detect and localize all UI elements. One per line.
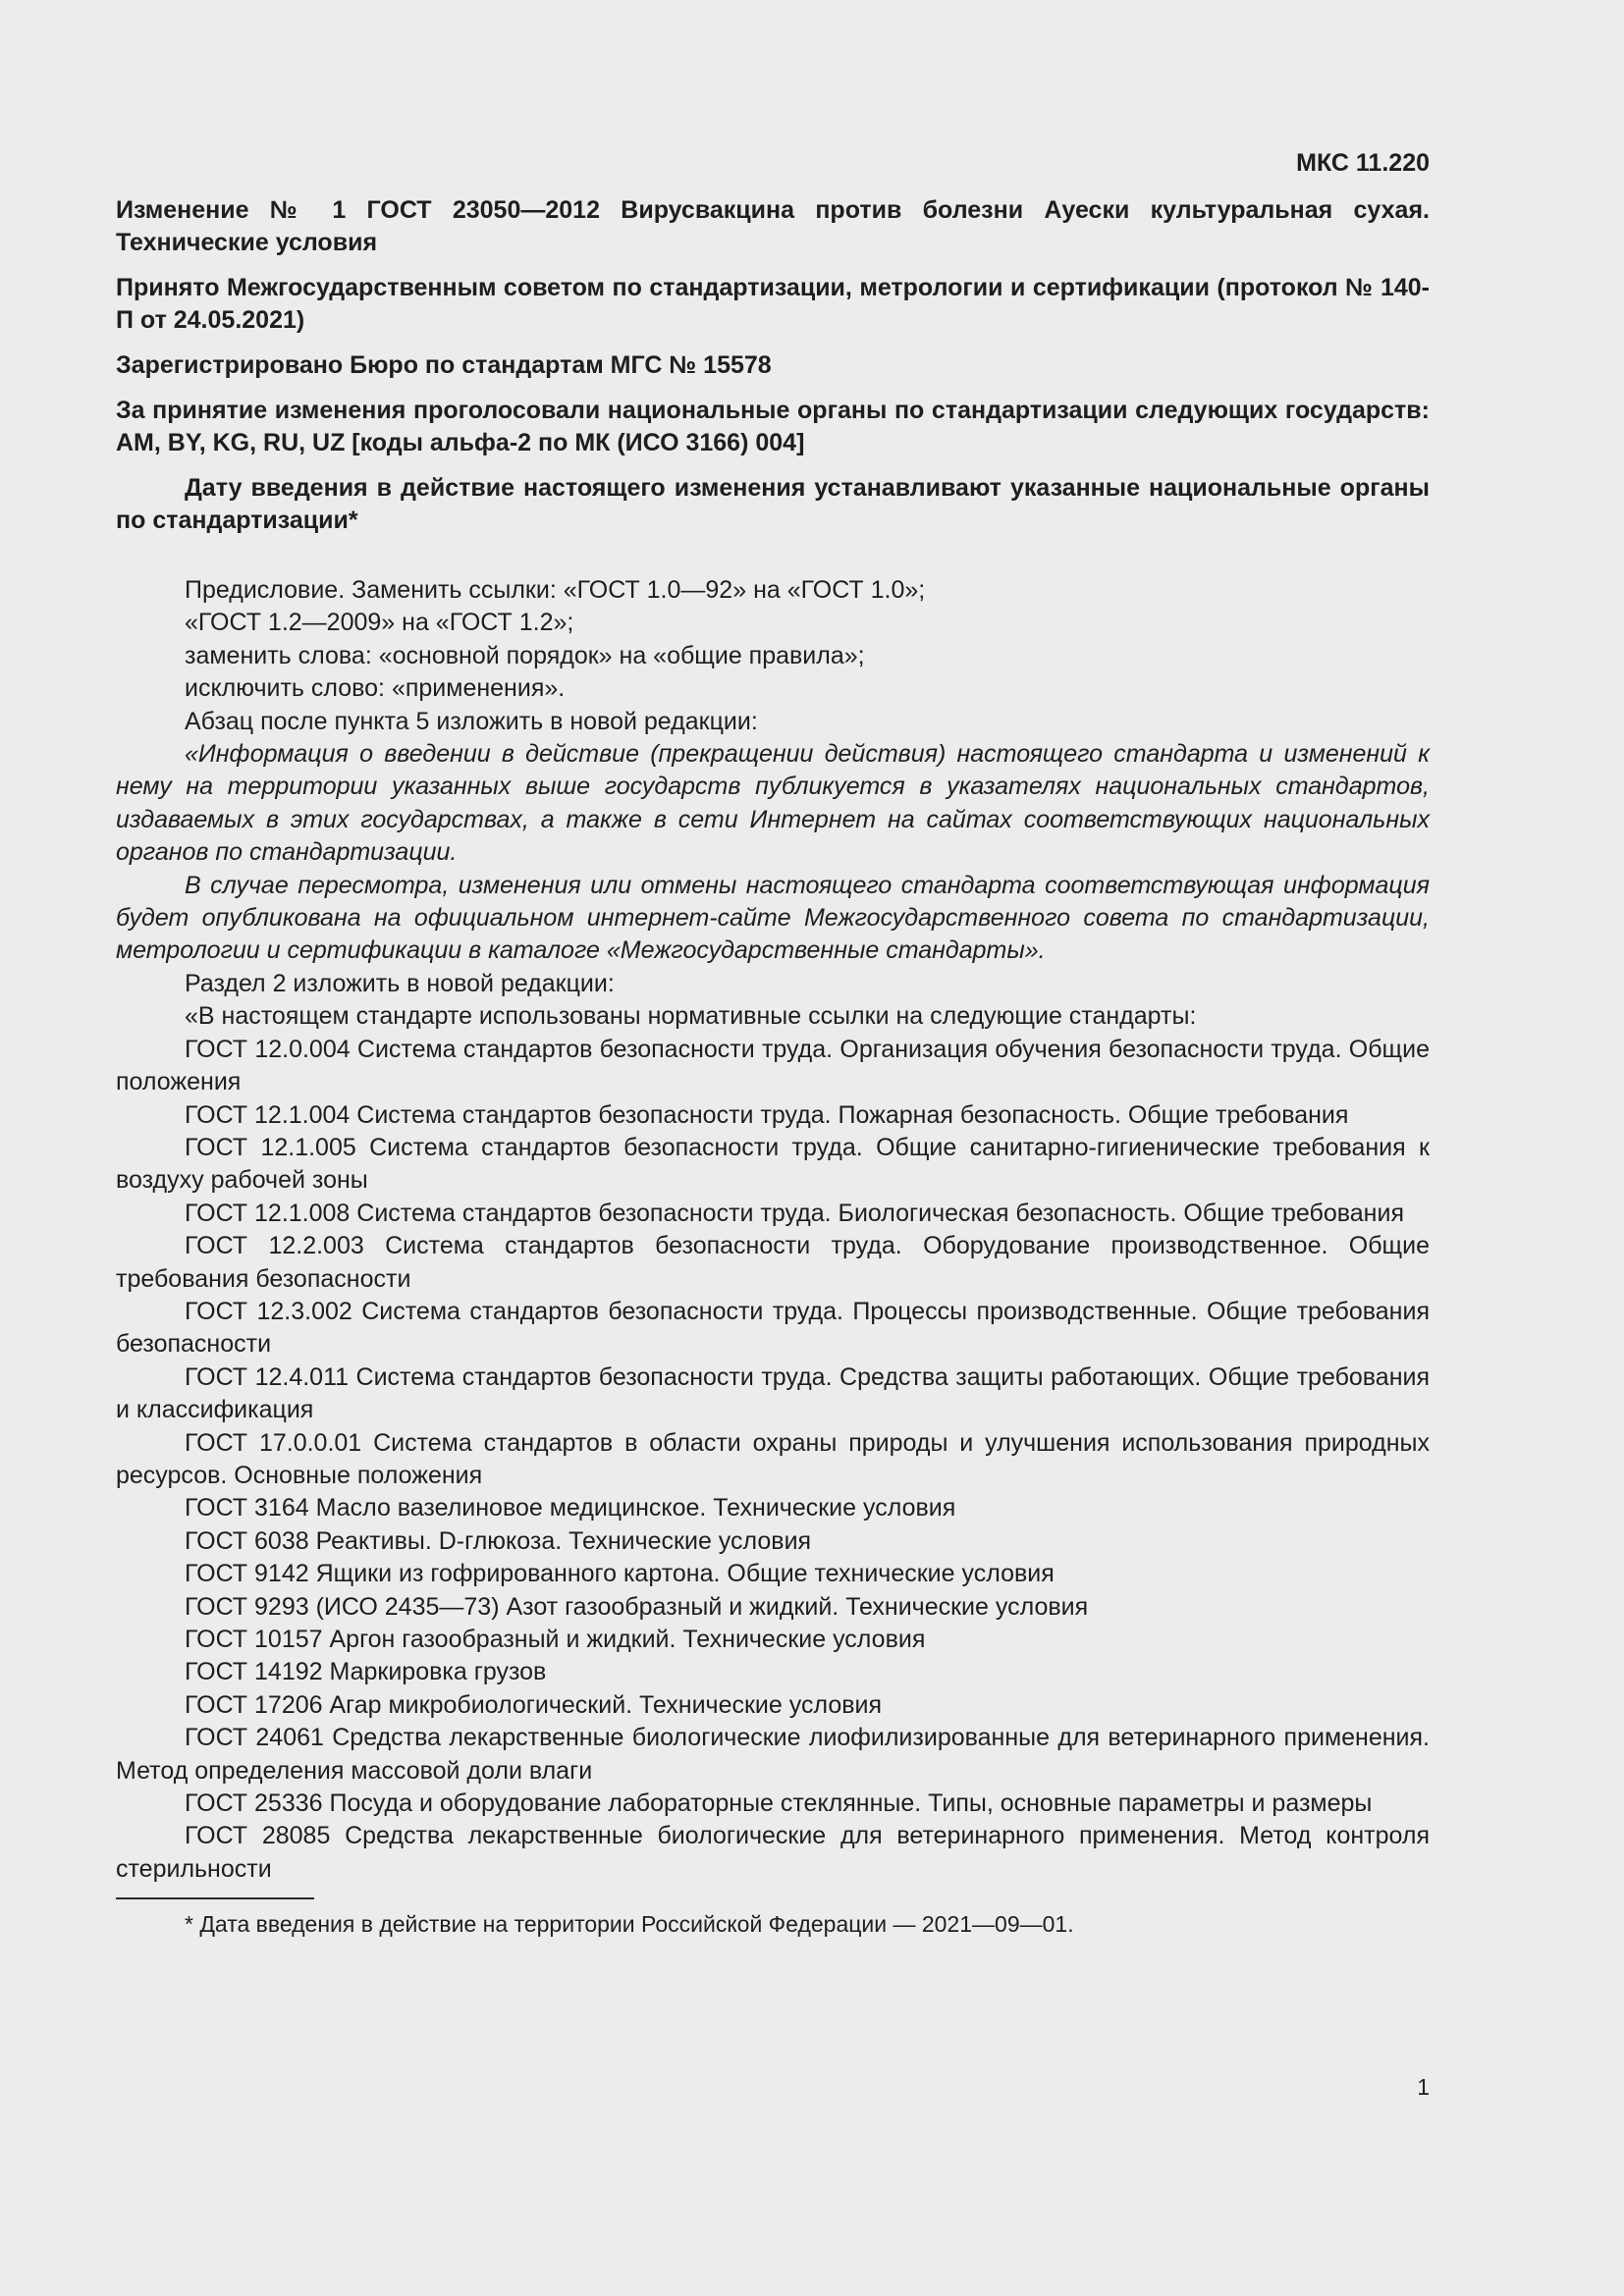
standard-reference: ГОСТ 12.4.011 Система стандартов безопасности труда. Средства защиты работающих. Общие требования и классификация xyxy=(116,1362,1430,1424)
body-paragraph: Раздел 2 изложить в новой редакции: xyxy=(185,969,615,997)
quoted-paragraph: «Информация о введении в действие (прекращении действия) настоящего стандарта и изменений к нему на территории указанных выше государств публикуется в указателях национальных стандартов, издаваемых в этих государствах, а также в сети Интернет на сайтах соответствующих национальных органов по стандартизации. xyxy=(116,740,1430,867)
standard-reference: ГОСТ 24061 Средства лекарственные биологические лиофилизированные для ветеринарного применения. Метод определения массовой доли влаги xyxy=(116,1724,1430,1785)
standard-reference: ГОСТ 6038 Реактивы. D-глюкоза. Технические условия xyxy=(185,1526,812,1555)
standard-reference: ГОСТ 12.0.004 Система стандартов безопасности труда. Организация обучения безопасности труда. Общие положения xyxy=(116,1035,1430,1096)
standard-reference: ГОСТ 12.1.008 Система стандартов безопасности труда. Биологическая безопасность. Общие требования xyxy=(185,1199,1404,1227)
effective-date-note: Дату введения в действие настоящего изменения устанавливают указанные национальные органы по стандартизации* xyxy=(116,474,1430,534)
footnote: * Дата введения в действие на территории Российской Федерации — 2021—09—01. xyxy=(185,1911,1074,1938)
standard-reference: ГОСТ 17.0.0.01 Система стандартов в области охраны природы и улучшения использования природных ресурсов. Основные положения xyxy=(116,1428,1430,1489)
standard-reference: ГОСТ 25336 Посуда и оборудование лабораторные стеклянные. Типы, основные параметры и размеры xyxy=(185,1789,1373,1818)
body-paragraph: «В настоящем стандарте использованы нормативные ссылки на следующие стандарты: xyxy=(185,1002,1197,1031)
registration-note: Зарегистрировано Бюро по стандартам МГС № 15578 xyxy=(116,351,772,379)
amendment-title: Изменение № 1 ГОСТ 23050—2012 Вирусвакцина против болезни Ауески культуральная сухая. Технические условия xyxy=(116,196,1430,256)
voting-note: За принятие изменения проголосовали национальные органы по стандартизации следующих государств: AM, BY, KG, RU, UZ [коды альфа-2 по МК (ИСО 3166) 004] xyxy=(116,397,1430,456)
body-paragraph: исключить слово: «применения». xyxy=(185,674,566,703)
footnote-divider xyxy=(116,1897,314,1899)
standard-reference: ГОСТ 28085 Средства лекарственные биологические для ветеринарного применения. Метод контроля стерильности xyxy=(116,1822,1430,1883)
standard-reference: ГОСТ 12.3.002 Система стандартов безопасности труда. Процессы производственные. Общие требования безопасности xyxy=(116,1297,1430,1359)
standard-reference: ГОСТ 17206 Агар микробиологический. Технические условия xyxy=(185,1690,883,1719)
standard-reference: ГОСТ 9142 Ящики из гофрированного картона. Общие технические условия xyxy=(185,1560,1055,1588)
standard-reference: ГОСТ 12.1.004 Система стандартов безопасности труда. Пожарная безопасность. Общие требования xyxy=(185,1100,1349,1129)
body-paragraph: заменить слова: «основной порядок» на «общие правила»; xyxy=(185,641,865,669)
standard-reference: ГОСТ 14192 Маркировка грузов xyxy=(185,1658,547,1686)
standard-reference: ГОСТ 12.2.003 Система стандартов безопасности труда. Оборудование производственное. Общие требования безопасности xyxy=(116,1232,1430,1293)
adoption-note: Принято Межгосударственным советом по стандартизации, метрологии и сертификации (протокол № 140-П от 24.05.2021) xyxy=(116,274,1430,334)
standard-reference: ГОСТ 12.1.005 Система стандартов безопасности труда. Общие санитарно-гигиенические требования к воздуху рабочей зоны xyxy=(116,1133,1430,1195)
body-paragraph: Предисловие. Заменить ссылки: «ГОСТ 1.0—92» на «ГОСТ 1.0»; xyxy=(185,576,926,604)
standard-reference: ГОСТ 3164 Масло вазелиновое медицинское. Технические условия xyxy=(185,1494,956,1522)
amendment-body xyxy=(116,574,1430,1886)
body-paragraph: Абзац после пункта 5 изложить в новой редакции: xyxy=(185,707,758,735)
body-paragraph: «ГОСТ 1.2—2009» на «ГОСТ 1.2»; xyxy=(185,609,574,637)
standard-reference: ГОСТ 10157 Аргон газообразный и жидкий. Технические условия xyxy=(185,1626,926,1653)
mks-code: МКС 11.220 xyxy=(1296,149,1430,177)
page-content xyxy=(116,145,1430,1939)
quoted-paragraph: В случае пересмотра, изменения или отмены настоящего стандарта соответствующая информация будет опубликована на официальном интернет-сайте Межгосударственного совета по стандартизации, метрологии и сертификации в каталоге «Межгосударственные стандарты». xyxy=(116,871,1430,965)
standard-reference: ГОСТ 9293 (ИСО 2435—73) Азот газообразный и жидкий. Технические условия xyxy=(185,1592,1089,1621)
page-number: 1 xyxy=(1417,2074,1430,2100)
